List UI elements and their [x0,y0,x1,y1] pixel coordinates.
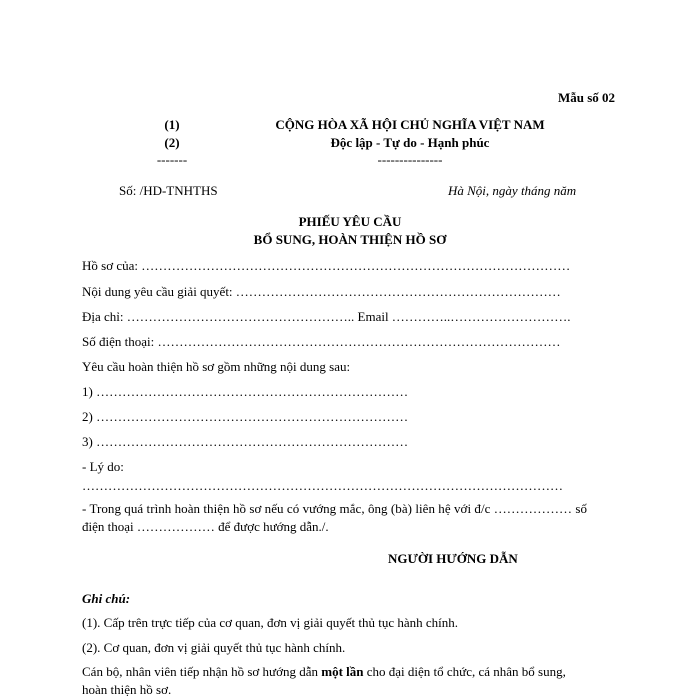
header-right-dash: --------------- [377,152,443,167]
note-3-part-a: Cán bộ, nhân viên tiếp nhận hồ sơ hướng dẫn [82,664,322,679]
list-item-3: 3) ……………………………………………………………… [82,434,409,449]
note-1: (1). Cấp trên trực tiếp của cơ quan, đơn vị giải quyết thủ tục hành chính. [82,615,459,630]
form-number: Mẫu số 02 [558,90,616,105]
header-left-dash: ------- [156,152,188,167]
signature-title: NGƯỜI HƯỚNG DẪN [388,551,518,566]
field-ly-do: - Lý do: [82,459,124,474]
note-3-emphasis: một lần [321,664,364,679]
note-2: (2). Cơ quan, đơn vị giải quyết thủ tục hành chính. [82,640,346,655]
field-yeu-cau: Yêu cầu hoàn thiện hồ sơ gồm những nội dung sau: [82,359,351,374]
contact-line-2: điện thoại ……………… để được hướng dẫn./. [82,519,329,534]
national-motto: Độc lập - Tự do - Hạnh phúc [330,135,490,150]
document-title-line2: BỔ SUNG, HOÀN THIỆN HỒ SƠ [253,232,447,247]
list-item-1: 1) ……………………………………………………………… [82,384,409,399]
header-left-1: (1) [164,117,180,132]
field-ho-so-cua: Hồ sơ của: ……………………………………………………………………………………… [82,258,571,273]
header-left-2: (2) [164,135,180,150]
contact-line-1: - Trong quá trình hoàn thiện hồ sơ nếu có vướng mắc, ông (bà) liên hệ với đ/c ……………… số [82,501,588,516]
notes-title: Ghi chú: [82,591,131,606]
note-3-continued: hoàn thiện hồ sơ. [82,682,172,697]
list-item-2: 2) ……………………………………………………………… [82,409,409,424]
note-3 [82,664,566,680]
field-ly-do-dots: ………………………………………………………………………………………………… [82,478,563,493]
national-title: CỘNG HÒA XÃ HỘI CHỦ NGHĨA VIỆT NAM [275,117,545,132]
field-noi-dung: Nội dung yêu cầu giải quyết: ………………………………………………………………… [82,284,561,299]
reference-number: Số: /HD-TNHTHS [119,183,218,198]
field-so-dien-thoai: Số điện thoại: ………………………………………………………………………………… [82,334,561,349]
note-3-part-b: cho đại diện tổ chức, cá nhân bổ sung, [363,664,566,679]
document-title-line1: PHIẾU YÊU CẦU [298,214,402,229]
field-dia-chi: Địa chỉ: …………………………………………….. Email …………..………………………. [82,309,571,324]
place-date: Hà Nội, ngày tháng năm [448,183,577,198]
